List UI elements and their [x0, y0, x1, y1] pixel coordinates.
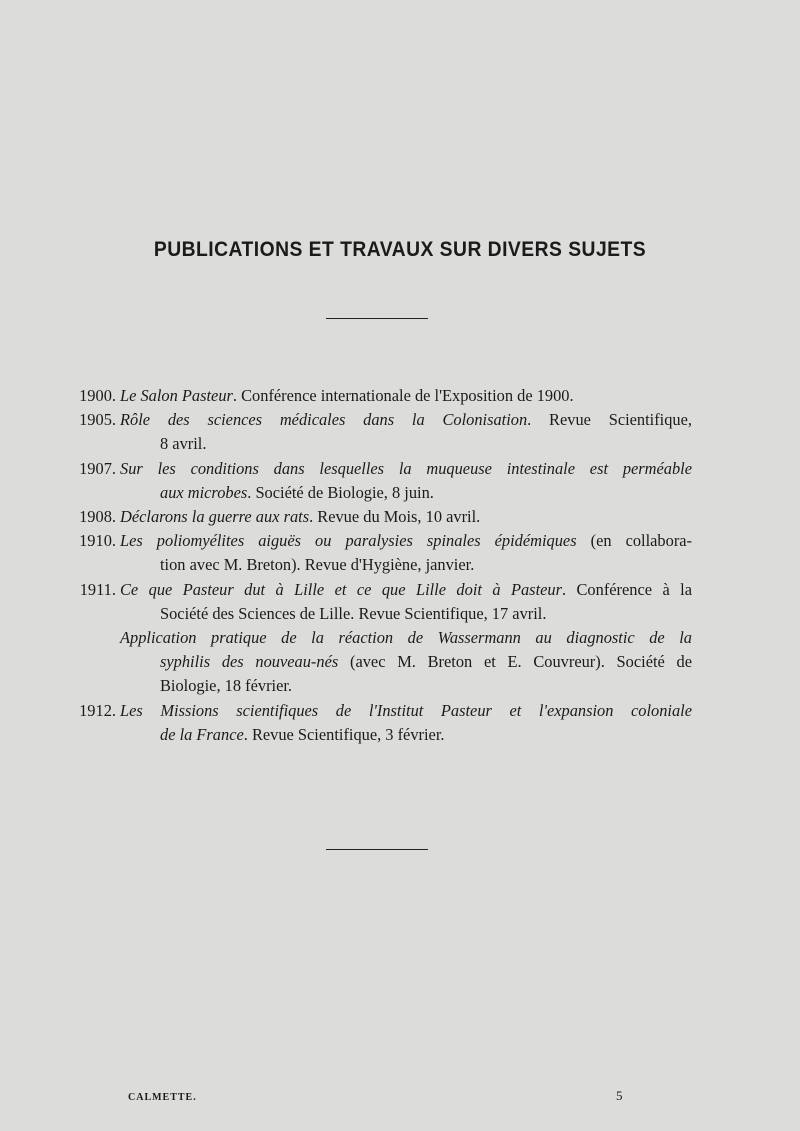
publication-title-text: Les Missions scientifiques de l'Institut Pasteur et l'expansion coloniale [120, 700, 692, 720]
publication-line [120, 699, 692, 723]
page-number: 5 [616, 1088, 623, 1103]
publication-title-text: aux microbes [160, 482, 248, 502]
publication-title-text: Rôle des sciences médicales dans la Colonisation [120, 410, 528, 430]
publication-entry [60, 408, 692, 456]
publication-line [120, 650, 692, 674]
publication-line [120, 553, 692, 577]
publication-list [60, 384, 692, 747]
publication-detail-text: Société des Sciences de Lille. Revue Scientifique, 17 avril. [160, 603, 547, 623]
publication-detail-text: . Revue Scientifique, 3 février. [243, 724, 445, 744]
publication-line [120, 481, 692, 505]
publication-detail-text: . Société de Biologie, 8 juin. [247, 482, 434, 502]
publication-entry [60, 384, 692, 408]
publication-detail-text: . Conférence internationale de l'Exposition de 1900. [232, 386, 574, 405]
publication-line [120, 723, 692, 747]
end-divider [326, 849, 428, 850]
publication-entry [60, 529, 692, 577]
publication-year: 1912 . [60, 699, 116, 723]
publication-year: 1905 . [60, 408, 116, 432]
publication-detail-text: (en collabora- [576, 531, 693, 551]
publication-line [120, 505, 692, 529]
publication-detail-text: . Conférence à la [561, 579, 692, 599]
publication-title-text: Application pratique de la réaction de Wassermann au diagnostic de la [120, 628, 692, 648]
publication-line [120, 674, 692, 698]
page-title: PUBLICATIONS ET TRAVAUX SUR DIVERS SUJETS [153, 238, 647, 261]
publication-line [120, 529, 692, 553]
publication-title-text: Les poliomyélites aiguës ou paralysies spinales épidémiques [120, 531, 577, 551]
publication-entry [60, 457, 692, 505]
publication-title-text: Déclarons la guerre aux rats [120, 507, 310, 527]
publication-entry [60, 505, 692, 529]
publication-line [120, 626, 692, 650]
publication-title-text: de la France [160, 724, 244, 744]
publication-year: 1907 . [60, 457, 116, 481]
publication-entry [60, 699, 692, 747]
publication-title-text: Sur les conditions dans lesquelles la muqueuse intestinale est perméable [120, 458, 692, 478]
publication-line [120, 408, 692, 432]
publication-detail-text: 8 avril. [160, 434, 207, 454]
publication-year: 1900 . [60, 384, 116, 408]
publication-line [120, 578, 692, 602]
publication-year: 1910 . [60, 529, 116, 553]
publication-line [120, 602, 692, 626]
publication-detail-text: (avec M. Breton et E. Couvreur). Société de [338, 652, 693, 672]
publication-detail-text: . Revue Scientifique, [527, 410, 692, 430]
publication-line [120, 384, 692, 408]
publication-detail-text: Biologie, 18 février. [160, 676, 293, 696]
publication-line [120, 457, 692, 481]
publication-line [120, 432, 692, 456]
publication-year: 1908 . [60, 505, 116, 529]
publication-title-text: Ce que Pasteur dut à Lille et ce que Lille doit à Pasteur [120, 579, 562, 599]
footer-author: CALMETTE. [128, 1092, 197, 1103]
title-divider [326, 318, 428, 319]
publication-year: 1911 . [60, 578, 116, 602]
publication-detail-text: . Revue du Mois, 10 avril. [309, 507, 481, 527]
publication-entry [60, 578, 692, 626]
publication-title-text: syphilis des nouveau-nés [160, 652, 339, 672]
publication-entry [60, 626, 692, 699]
publication-title-text: Le Salon Pasteur [120, 386, 233, 405]
publication-detail-text: tion avec M. Breton). Revue d'Hygiène, janvier. [160, 555, 475, 575]
